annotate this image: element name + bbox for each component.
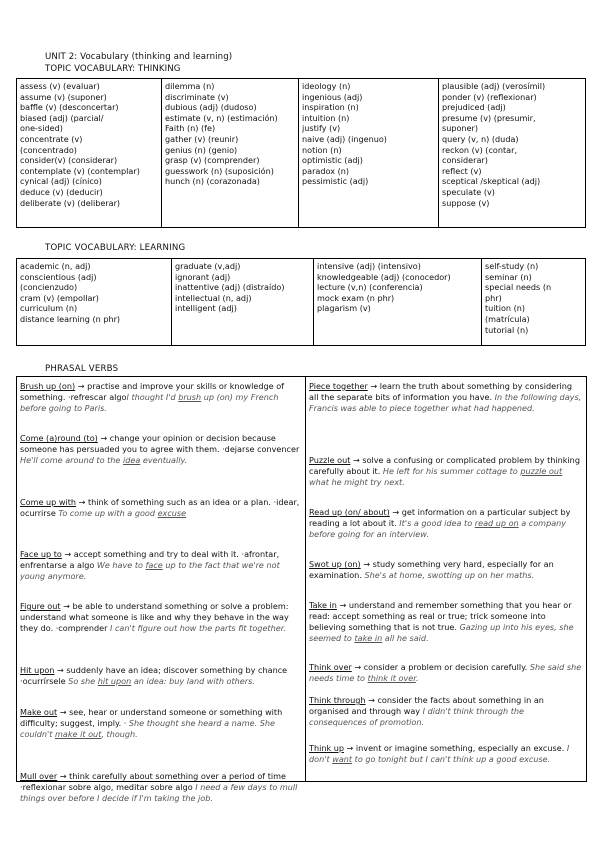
example-text: I need a few days to mull things over before I decide if I'm taking the job. xyxy=(20,781,298,803)
example-highlight: puzzle out xyxy=(520,465,563,476)
phrasal-definition: → get information on a particular subject by reading a lot about it. xyxy=(309,507,571,528)
example-text: I thought I'd xyxy=(126,391,179,402)
phrasal-definition: → think carefully about something over a period of time ·reflexionar sobre algo, meditar sobre algo xyxy=(20,771,287,792)
vocab-term: cram (v) (empollar) xyxy=(20,292,99,303)
learning-col-2 xyxy=(172,259,314,346)
phrasal-example xyxy=(110,623,286,633)
phrasal-entry xyxy=(309,695,582,728)
phrasal-verb: Hit upon xyxy=(20,665,55,675)
phrasal-definition: → consider the facts about something in an organised and through way xyxy=(309,695,544,716)
phrasal-verb: Piece together xyxy=(309,381,368,391)
example-highlight: idea xyxy=(122,454,141,465)
vocab-term: ideology (n) xyxy=(302,81,351,91)
learning-section-title: TOPIC VOCABULARY: LEARNING xyxy=(45,243,186,253)
phrasal-verbs-box xyxy=(16,376,587,803)
vocab-term: suponer) xyxy=(442,123,479,134)
example-highlight: read up on xyxy=(474,517,519,528)
phrasal-verb: Come (a)round (to) xyxy=(20,433,98,443)
example-text: up to the fact that we're not young anymore. xyxy=(20,559,280,581)
example-text: up (on) my French before going to Paris. xyxy=(20,391,279,413)
example-text: He left for his summer cottage to xyxy=(382,465,521,476)
vocab-term: intelligent (adj) xyxy=(175,303,237,314)
phrasal-definition: → be able to understand something or solve a problem: understand what someone is like and why they behave in the way they do. ·comprender xyxy=(20,601,289,633)
unit-title: UNIT 2: Vocabulary (thinking and learning) xyxy=(45,52,233,62)
vocab-term: grasp (v) (comprender) xyxy=(165,155,260,166)
vocab-term: considerar) xyxy=(442,155,488,166)
vocab-term: (concentrado) xyxy=(20,144,77,155)
vocab-term: intellectual (n, adj) xyxy=(175,292,252,303)
vocab-term: distance learning (n phr) xyxy=(20,313,121,324)
phrasal-entry xyxy=(20,665,301,687)
vocab-term: reckon (v) (contar, xyxy=(442,144,518,155)
thinking-vocab-table xyxy=(16,78,586,228)
learning-col-3 xyxy=(314,259,482,346)
phrasal-entry xyxy=(20,433,301,466)
vocab-term: dilemma (n) xyxy=(165,81,215,91)
vocab-term: (concienzudo) xyxy=(20,282,78,293)
phrasal-definition: → understand and remember something that you hear or read: accept something as real or true; trick someone into believing something that is not true. xyxy=(309,600,572,632)
vocab-term: tuition (n) xyxy=(485,303,526,314)
example-text: We have to xyxy=(96,559,146,570)
phrasal-verb: Think up xyxy=(309,743,344,753)
vocab-term: (matrícula) xyxy=(485,313,530,324)
phrasal-definition: → study something very hard, especially for an examination. xyxy=(309,559,554,580)
vocab-term: ingenious (adj) xyxy=(302,91,363,102)
thinking-col-4 xyxy=(439,79,586,228)
example-text: what he might try next. xyxy=(309,476,405,487)
phrasal-entry xyxy=(309,743,582,765)
example-text: . xyxy=(415,672,419,683)
vocab-term: pessimistic (adj) xyxy=(302,176,369,187)
example-text: an idea: buy land with others. xyxy=(131,675,255,686)
thinking-col-1 xyxy=(17,79,162,228)
phrasal-section-title: PHRASAL VERBS xyxy=(45,364,119,374)
vocab-term: presume (v) (presumir, xyxy=(442,112,536,123)
vocab-term: genius (n) (genio) xyxy=(165,144,238,155)
phrasal-example xyxy=(68,676,255,686)
example-text: I didn't think through the consequences of promotion. xyxy=(309,705,525,727)
vocab-term: notion (n) xyxy=(302,144,342,155)
phrasal-verb: Think through xyxy=(309,695,366,705)
example-text: She said she needs time to xyxy=(309,662,582,683)
vocab-term: phr) xyxy=(485,292,502,303)
phrasal-example xyxy=(364,570,534,580)
learning-vocab-table xyxy=(16,258,586,346)
vocab-term: one-sided) xyxy=(20,123,63,134)
example-highlight: think it over xyxy=(367,672,416,683)
example-text: So she xyxy=(68,675,98,686)
example-text: to go tonight but I can't think up a good excuse. xyxy=(352,753,551,764)
vocab-term: query (v, n) (duda) xyxy=(442,133,519,144)
example-text: Gazing up into his eyes, she seemed to xyxy=(309,621,574,643)
phrasal-example xyxy=(58,508,186,518)
phrasal-entry xyxy=(20,601,301,634)
example-highlight: make it out xyxy=(55,728,102,739)
vocab-term: curriculum (n) xyxy=(20,303,78,314)
vocab-term: guesswork (n) (suposición) xyxy=(165,165,274,176)
vocab-term: sceptical /skeptical (adj) xyxy=(442,176,541,187)
example-highlight: take in xyxy=(354,632,383,643)
vocab-term: speculate (v) xyxy=(442,186,495,197)
phrasal-right-column xyxy=(306,377,586,781)
phrasal-definition: → invent or imagine something, especially an excuse. xyxy=(343,743,567,753)
vocab-term: conscientious (adj) xyxy=(20,271,97,282)
phrasal-definition: → change your opinion or decision because someone has persuaded you to agree with them. ·dejarse convencer xyxy=(20,433,300,454)
example-text: all he said. xyxy=(382,632,429,643)
phrasal-verb: Read up (on/ about) xyxy=(309,507,390,517)
example-highlight: hit upon xyxy=(97,675,132,686)
vocab-term: prejudiced (adj) xyxy=(442,102,506,113)
phrasal-definition: → accept something and try to deal with it. ·afrontar, enfrentarse a algo xyxy=(20,549,280,570)
phrasal-definition: → consider a problem or decision carefully. xyxy=(351,662,530,672)
vocab-term: cynical (adj) (cínico) xyxy=(20,176,102,187)
phrasal-entry xyxy=(309,381,582,414)
phrasal-verb: Come up with xyxy=(20,497,77,507)
phrasal-verb: Face up to xyxy=(20,549,62,559)
example-text: a company before going for an interview. xyxy=(309,517,567,539)
example-text: It's a good idea to xyxy=(399,517,475,528)
phrasal-entry xyxy=(20,707,301,740)
phrasal-verb: Puzzle out xyxy=(309,455,351,465)
unit-header xyxy=(45,52,232,75)
example-text: She's at home, swotting up on her maths. xyxy=(364,569,535,580)
vocab-term: mock exam (n phr) xyxy=(317,292,395,303)
vocab-term: dubious (adj) (dudoso) xyxy=(165,102,257,113)
learning-col-1 xyxy=(17,259,172,346)
example-text: eventually. xyxy=(140,454,188,465)
vocab-term: contemplate (v) (contemplar) xyxy=(20,165,140,176)
vocab-term: baffle (v) (desconcertar) xyxy=(20,102,119,113)
vocab-term: paradox (n) xyxy=(302,165,350,176)
example-text: To come up with a good xyxy=(58,507,158,518)
example-text: , though. xyxy=(101,728,138,739)
vocab-term: consider(v) (considerar) xyxy=(20,155,118,166)
vocab-term: tutorial (n) xyxy=(485,324,529,335)
vocab-term: ignorant (adj) xyxy=(175,271,231,282)
phrasal-verb: Brush up (on) xyxy=(20,381,76,391)
thinking-col-3 xyxy=(299,79,439,228)
vocab-term: biased (adj) (parcial/ xyxy=(20,112,104,123)
learning-col-4 xyxy=(482,259,586,346)
vocab-term: intuition (n) xyxy=(302,112,350,123)
phrasal-definition: → think of something such as an idea or a plan. ·idear, ocurrirse xyxy=(20,497,300,518)
vocab-term: seminar (n) xyxy=(485,271,532,282)
phrasal-entry xyxy=(20,771,301,804)
phrasal-entry xyxy=(309,559,582,581)
vocab-term: lecture (v,n) (conferencia) xyxy=(317,282,423,293)
phrasal-entry xyxy=(309,662,582,684)
phrasal-verb: Take in xyxy=(309,600,337,610)
example-highlight: excuse xyxy=(157,507,187,518)
vocab-term: hunch (n) (corazonada) xyxy=(165,176,260,187)
example-highlight: brush xyxy=(178,391,202,402)
phrasal-entry xyxy=(309,507,582,540)
example-text: In the following days, Francis was able to piece together what had happened. xyxy=(309,391,582,413)
phrasal-verb: Think over xyxy=(309,662,352,672)
vocab-term: gather (v) (reunir) xyxy=(165,133,239,144)
vocab-term: reflect (v) xyxy=(442,165,482,176)
vocab-term: discriminate (v) xyxy=(165,91,229,102)
vocab-term: justify (v) xyxy=(302,123,341,134)
phrasal-example xyxy=(20,455,187,465)
phrasal-entry xyxy=(20,549,301,582)
phrasal-verb: Make out xyxy=(20,707,58,717)
vocab-term: estimate (v, n) (estimación) xyxy=(165,112,278,123)
vocab-term: suppose (v) xyxy=(442,197,490,208)
example-text: I don't xyxy=(309,743,570,764)
phrasal-definition: → see, hear or understand someone or something with difficulty; suggest, imply. · xyxy=(20,707,283,728)
vocab-term: inspiration (n) xyxy=(302,102,359,113)
phrasal-entry xyxy=(20,497,301,519)
phrasal-entry xyxy=(309,455,582,488)
example-text: She thought she heard a name. She couldn't xyxy=(20,717,275,739)
phrasal-entry xyxy=(20,381,301,414)
vocab-term: plausible (adj) (verosímil) xyxy=(442,81,546,91)
phrasal-definition: → solve a confusing or complicated problem by thinking carefully about it. xyxy=(309,455,580,476)
example-text: I can't figure out how the parts fit together. xyxy=(110,622,286,633)
vocab-term: plagarism (v) xyxy=(317,303,371,314)
vocab-term: intensive (adj) (intensivo) xyxy=(317,261,421,271)
vocab-term: graduate (v,adj) xyxy=(175,261,241,271)
phrasal-verb: Swot up (on) xyxy=(309,559,361,569)
phrasal-definition: → learn the truth about something by considering all the separate bits of information you have. xyxy=(309,381,572,402)
vocab-term: naive (adj) (ingenuo) xyxy=(302,133,387,144)
thinking-section-title: TOPIC VOCABULARY: THINKING xyxy=(45,63,181,74)
vocab-term: deduce (v) (deducir) xyxy=(20,186,103,197)
phrasal-verb: Figure out xyxy=(20,601,61,611)
phrasal-verb: Mull over xyxy=(20,771,58,781)
example-highlight: face xyxy=(145,559,163,570)
vocab-term: academic (n, adj) xyxy=(20,261,91,271)
vocab-term: Faith (n) (fe) xyxy=(165,123,216,134)
phrasal-definition: → practise and improve your skills or knowledge of something. ·refrescar algo xyxy=(20,381,284,402)
vocab-term: deliberate (v) (deliberar) xyxy=(20,197,121,208)
vocab-term: self-study (n) xyxy=(485,261,539,271)
vocab-term: ponder (v) (reflexionar) xyxy=(442,91,537,102)
vocab-term: concentrate (v) xyxy=(20,133,83,144)
vocab-term: inattentive (adj) (distraído) xyxy=(175,282,285,293)
vocab-term: assume (v) (suponer) xyxy=(20,91,107,102)
thinking-col-2 xyxy=(162,79,299,228)
example-text: He'll come around to the xyxy=(20,454,123,465)
vocab-term: assess (v) (evaluar) xyxy=(20,81,100,91)
vocab-term: knowledgeable (adj) (conocedor) xyxy=(317,271,451,282)
example-highlight: want xyxy=(332,753,353,764)
vocab-term: optimistic (adj) xyxy=(302,155,363,166)
phrasal-entry xyxy=(309,600,582,644)
vocab-term: special needs (n xyxy=(485,282,552,293)
phrasal-left-column xyxy=(17,377,306,803)
phrasal-definition: → suddenly have an idea; discover something by chance ·ocurrírsele xyxy=(20,665,288,686)
